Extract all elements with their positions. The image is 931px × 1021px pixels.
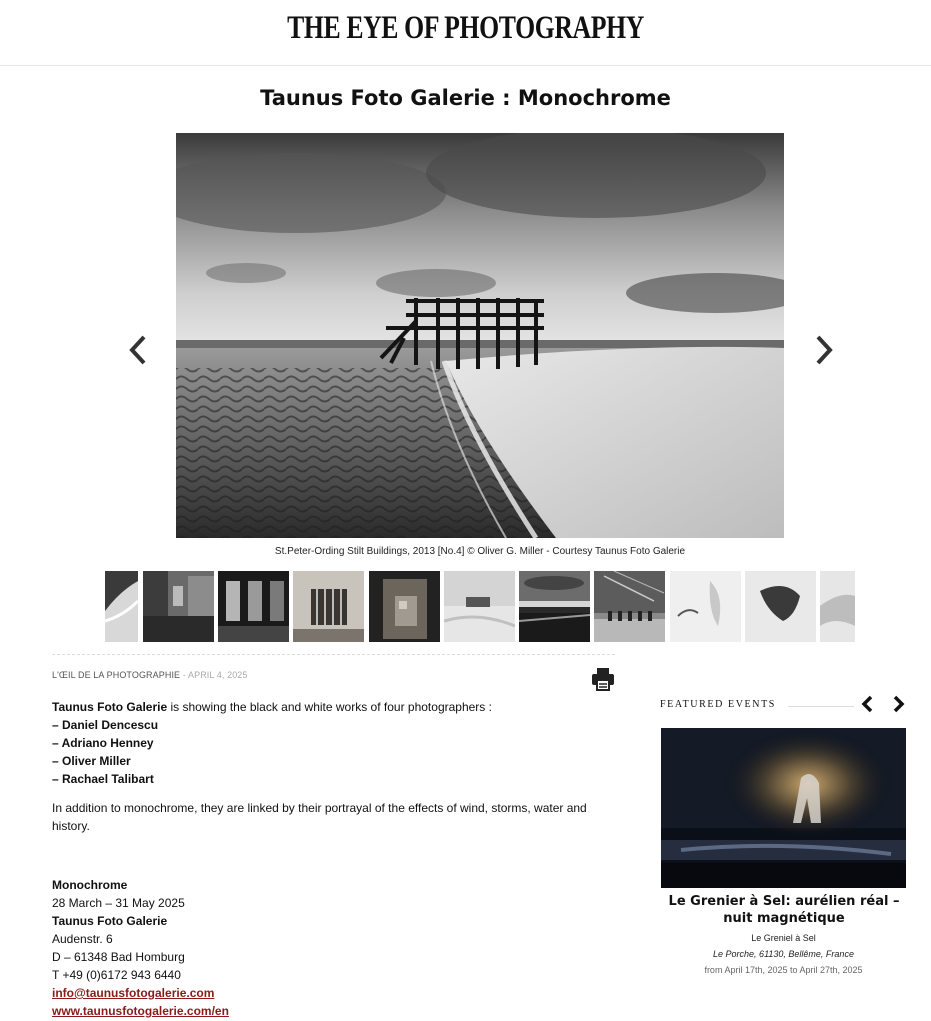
featured-event-dates: from April 17th, 2025 to April 27th, 2025 [704,965,863,975]
print-button[interactable] [590,666,616,692]
printer-icon [590,666,616,692]
article-body [52,698,612,1020]
thumbnail[interactable] [444,571,515,642]
exhibition-title: Monochrome [52,878,128,892]
site-logo[interactable]: THE EYE OF PHOTOGRAPHY [287,10,644,46]
page-title: Taunus Foto Galerie : Monochrome [260,86,671,110]
article-category[interactable]: L'ŒIL DE LA PHOTOGRAPHIE [52,670,181,680]
exhibition-info [52,876,612,1020]
thumbnail[interactable] [745,571,816,642]
featured-events-heading: FEATURED EVENTS [660,699,776,710]
thumbnail-strip [105,571,855,642]
thumbnail[interactable] [218,571,289,642]
intro-paragraph [52,698,612,716]
article-divider [52,654,615,655]
featured-next-button[interactable] [890,694,906,714]
site-header [0,0,931,66]
featured-event-address: Le Porche, 61130, Bellême, France [713,949,854,959]
slider-next-button[interactable] [808,330,838,370]
thumbnail[interactable] [369,571,440,642]
email-link[interactable]: info@taunusfotogalerie.com [52,986,215,1000]
photographer-item: – Daniel Dencescu [52,718,159,732]
thumbnail[interactable] [519,571,590,642]
photographer-item: – Oliver Miller [52,754,131,768]
thumbnail[interactable] [594,571,665,642]
chevron-left-icon [124,330,154,370]
chevron-right-icon [890,694,906,714]
thumbnail[interactable] [293,571,364,642]
gallery-street: Audenstr. 6 [52,932,113,946]
slider-prev-button[interactable] [124,330,154,370]
image-caption: St.Peter-Ording Stilt Buildings, 2013 [No.4] © Oliver G. Miller - Courtesy Taunus Foto Galerie [274,546,686,557]
intro-text: is showing the black and white works of four photographers : [167,700,492,714]
exhibition-dates: 28 March – 31 May 2025 [52,896,185,910]
featured-prev-button[interactable] [860,694,876,714]
thumbnail[interactable] [670,571,741,642]
chevron-left-icon [860,694,876,714]
website-link[interactable]: www.taunusfotogalerie.com/en [52,1004,229,1018]
article-meta [52,670,248,680]
meta-separator: - [182,670,186,680]
featured-event-image[interactable] [661,728,906,888]
slider-main-image[interactable] [176,133,784,538]
featured-heading-rule [788,706,854,707]
article-date: APRIL 4, 2025 [188,670,248,680]
thumbnail[interactable] [820,571,855,642]
chevron-right-icon [808,330,838,370]
thumbnail[interactable] [143,571,214,642]
featured-event-venue: Le Greniel à Sel [751,933,816,943]
gallery-name: Taunus Foto Galerie [52,914,168,928]
featured-event-title[interactable]: Le Grenier à Sel: aurélien réal – nuit magnétique [668,894,900,926]
gallery-city: D – 61348 Bad Homburg [52,950,185,964]
thumbnail[interactable] [105,571,138,642]
gallery-phone: T +49 (0)6172 943 6440 [52,968,181,982]
photographer-item: – Adriano Henney [52,736,154,750]
intro-gallery-name: Taunus Foto Galerie [52,700,168,714]
photographer-list [52,716,612,788]
description-paragraph: In addition to monochrome, they are linked by their portrayal of the effects of wind, storms, water and history. [52,801,587,833]
photographer-item: – Rachael Talibart [52,772,154,786]
